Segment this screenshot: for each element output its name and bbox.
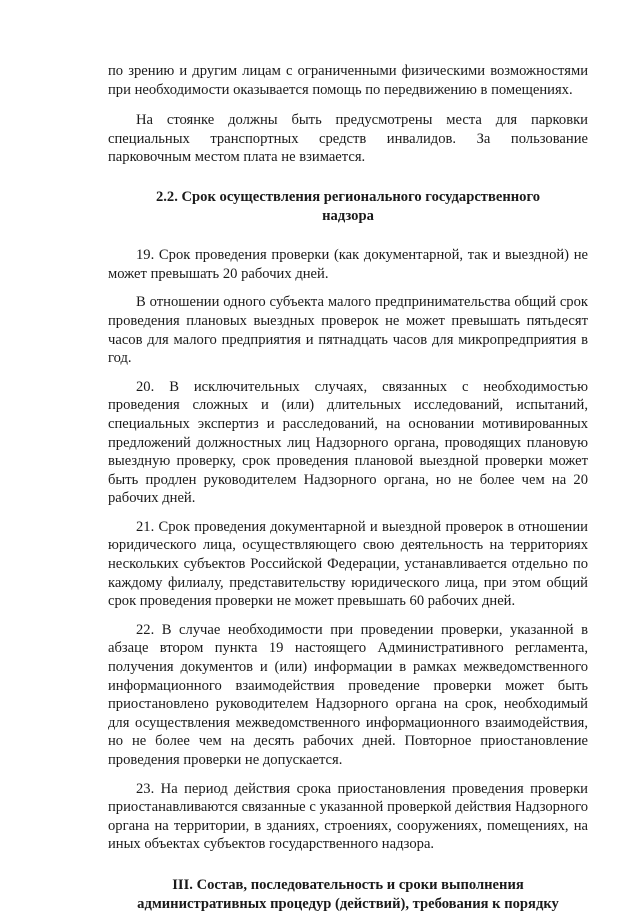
document-page: [108, 62, 588, 913]
section-heading-3-line2: административных процедур (действий), требования к порядку: [137, 895, 559, 912]
section-heading-3-line1: III. Состав, последовательность и сроки выполнения: [172, 876, 524, 893]
paragraph-intro: по зрению и другим лицам с ограниченными физическими возможностями при необходимости оказывается помощь по передвижению в помещениях.: [108, 63, 588, 98]
section-heading-2-2: [108, 188, 588, 225]
paragraph-21: 21. Срок проведения документарной и выездной проверок в отношении юридического лица, осуществляющего свою деятельность на территориях нескольких субъектов Российской Федерации, устанавливается отдельно по каждому филиалу, представительству юридического лица, при этом общий срок проведения проверки не может превышать 60 рабочих дней.: [108, 518, 588, 610]
paragraph-parking: На стоянке должны быть предусмотрены места для парковки специальных транспортных средств инвалидов. За пользование парковочным местом плата не взимается.: [108, 112, 588, 166]
paragraph-19-small-business: В отношении одного субъекта малого предпринимательства общий срок проведения плановых выездных проверок не может превышать пятьдесят часов для малого предприятия и пятнадцать часов для микропредприятия в год.: [108, 294, 588, 367]
paragraph-22: 22. В случае необходимости при проведении проверки, указанной в абзаце втором пункта 19 настоящего Административного регламента, получения документов и (или) информации в рамках межведомственного информационного взаимодействия проведение проверки может быть приостановлено руководителем Надзорного органа на срок, необходимый для осуществления межведомственного информационного взаимодействия, но не более чем на десять рабочих дней. Повторное приостановление проведения проверки не допускается.: [108, 621, 588, 768]
section-heading-2-2-line1: 2.2. Срок осуществления регионального государственного: [155, 188, 541, 205]
paragraph-20: 20. В исключительных случаях, связанных с необходимостью проведения сложных и (или) длительных исследований, испытаний, специальных экспертиз и расследований, на основании мотивированных предложений должностных лиц Надзорного органа, проводящих плановую выездную проверку, срок проведения плановой выездной проверки может быть продлен руководителем Надзорного органа, но не более чем на 20 рабочих дней.: [108, 378, 588, 507]
paragraph-23: 23. На период действия срока приостановления проведения проверки приостанавливаются связанные с указанной проверкой действия Надзорного органа на территории, в зданиях, строениях, сооружениях, помещениях, на иных объектах субъектов государственного надзора.: [108, 780, 588, 853]
section-heading-2-2-line2: надзора: [322, 207, 374, 224]
paragraph-19: 19. Срок проведения проверки (как документарной, так и выездной) не может превышать 20 рабочих дней.: [108, 247, 588, 282]
section-heading-3: [108, 876, 588, 913]
